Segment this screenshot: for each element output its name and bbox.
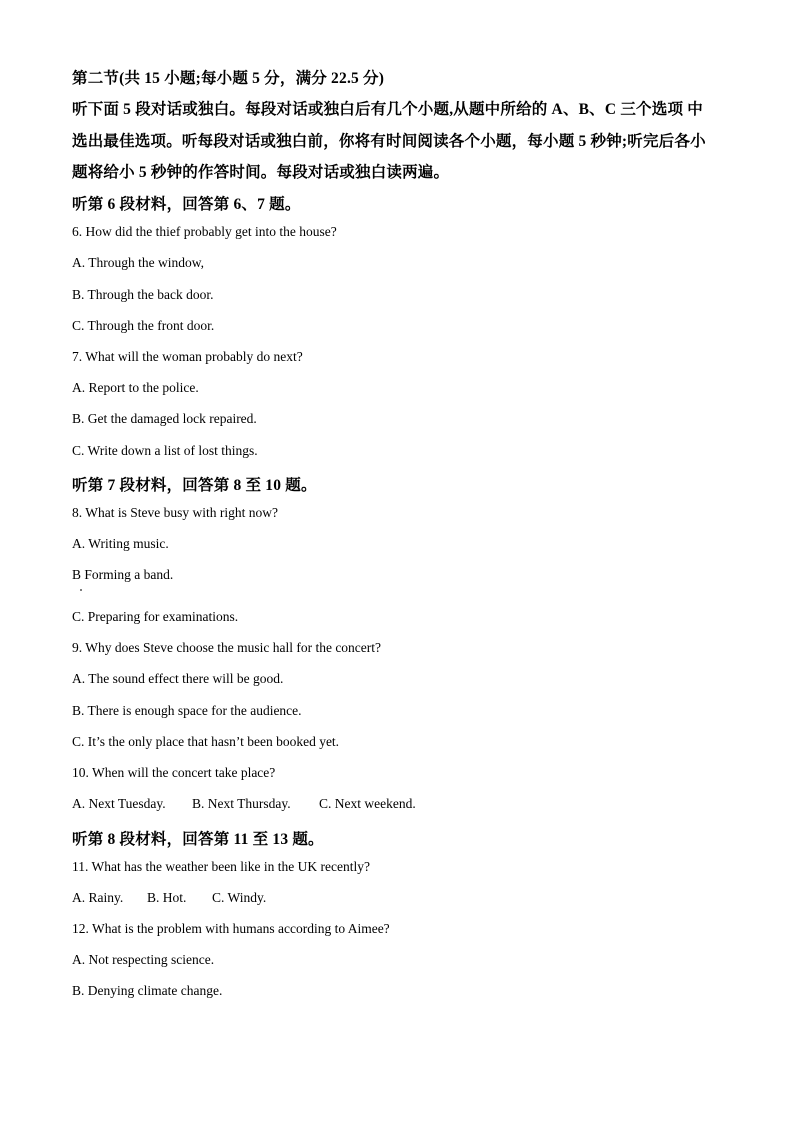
question-9: 9. Why does Steve choose the music hall for the concert? — [72, 640, 382, 655]
q11-option-c: C. Windy. — [212, 890, 267, 905]
q11-option-a: A. Rainy. — [72, 890, 124, 905]
q10-option-c: C. Next weekend. — [319, 796, 416, 811]
question-11: 11. What has the weather been like in the UK recently? — [72, 859, 371, 874]
question-7: 7. What will the woman probably do next? — [72, 349, 303, 364]
q12-option-a: A. Not respecting science. — [72, 952, 215, 967]
question-12: 12. What is the problem with humans according to Aimee? — [72, 921, 390, 936]
instruction-line-3: 题将给小 5 秒钟的作答时间。每段对话或独白读两遍。 — [72, 164, 450, 181]
q9-option-a: A. The sound effect there will be good. — [72, 671, 284, 686]
question-6: 6. How did the thief probably get into the house? — [72, 224, 337, 239]
q10-option-b: B. Next Thursday. — [192, 796, 291, 811]
group-heading-8: 听第 8 段材料，回答第 11 至 13 题。 — [72, 831, 324, 848]
instruction-line-1: 听下面 5 段对话或独白。每段对话或独白后有几个小题,从题中所给的 A、B、C 三个选项 中 — [72, 101, 703, 118]
q6-option-a: A. Through the window, — [72, 255, 204, 270]
q7-option-c: C. Write down a list of lost things. — [72, 443, 258, 458]
q7-option-a: A. Report to the police. — [72, 380, 199, 395]
q6-option-b: B. Through the back door. — [72, 287, 214, 302]
q12-option-b: B. Denying climate change. — [72, 983, 223, 998]
q8-option-c: C. Preparing for examinations. — [72, 609, 239, 624]
group-heading-7: 听第 7 段材料，回答第 8 至 10 题。 — [72, 477, 317, 494]
q7-option-b: B. Get the damaged lock repaired. — [72, 411, 257, 426]
section-title: 第二节(共 15 小题;每小题 5 分，满分 22.5 分) — [72, 70, 385, 87]
q8-option-b: B Forming a band. — [72, 567, 174, 582]
question-8: 8. What is Steve busy with right now? — [72, 505, 278, 520]
q6-option-c: C. Through the front door. — [72, 318, 215, 333]
stray-dot — [80, 589, 82, 591]
q10-option-a: A. Next Tuesday. — [72, 796, 166, 811]
instruction-line-2: 选出最佳选项。听每段对话或独白前，你将有时间阅读各个小题，每小题 5 秒钟;听完后各小 — [72, 133, 706, 150]
question-10: 10. When will the concert take place? — [72, 765, 276, 780]
q9-option-c: C. It’s the only place that hasn’t been booked yet. — [72, 734, 340, 749]
q8-option-a: A. Writing music. — [72, 536, 169, 551]
group-heading-6: 听第 6 段材料，回答第 6、7 题。 — [72, 196, 301, 213]
q9-option-b: B. There is enough space for the audience. — [72, 703, 302, 718]
q11-option-b: B. Hot. — [147, 890, 187, 905]
